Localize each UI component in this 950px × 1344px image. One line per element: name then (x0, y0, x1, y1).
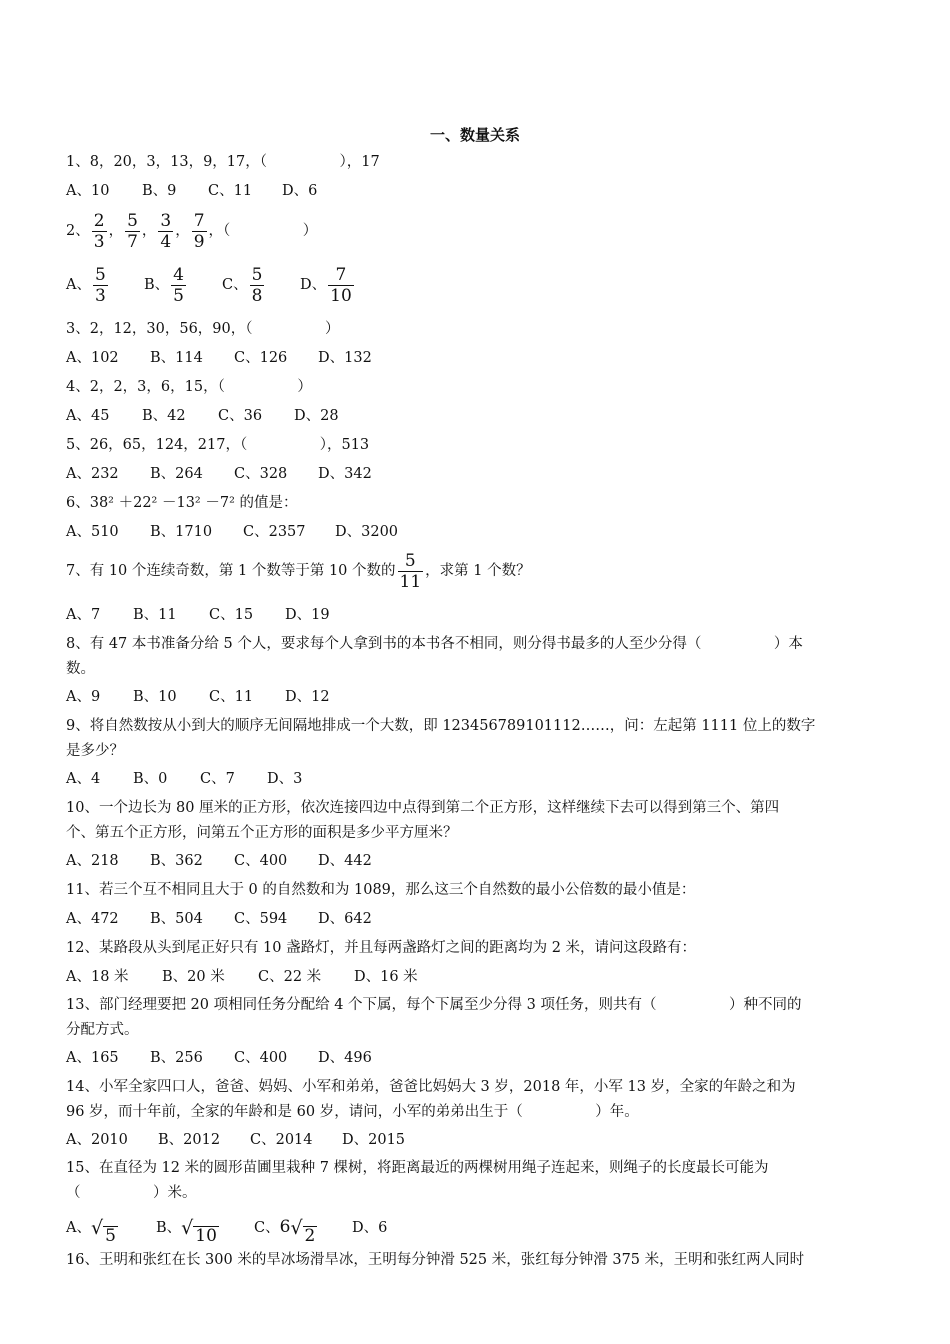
option-c: C、7 (200, 771, 235, 787)
option-b: B、114 (150, 350, 203, 366)
option-b: B、504 (150, 911, 203, 927)
square-root: √ 5 (90, 1217, 116, 1246)
fraction: $\frac{7}{9}$ (193, 210, 205, 252)
option-c: C、22 米 (258, 969, 322, 985)
option-d: D、28 (294, 408, 339, 424)
option-a: A、232 (66, 466, 119, 482)
question-6-options (66, 519, 886, 545)
question-4-options (66, 403, 886, 429)
question-12-stem: 12、某路段从头到尾正好只有 10 盏路灯，并且每两盏路灯之间的距离均为 2 米，请问这段路有： (66, 940, 697, 956)
option-d: D、19 (285, 607, 330, 623)
question-10-options (66, 848, 886, 874)
option-a: A、218 (66, 853, 119, 869)
option-c: C、2014 (250, 1132, 313, 1148)
option-d: D、3200 (335, 524, 399, 540)
option-c: C、11 (208, 183, 253, 199)
option-c: C、126 (234, 350, 288, 366)
option-c: C、6 √ 2 (254, 1210, 352, 1245)
option-b: B、0 (133, 771, 168, 787)
option-d: D、642 (318, 911, 372, 927)
question-8-line-2: 数。 (66, 661, 95, 677)
option-a: A、102 (66, 350, 119, 366)
option-d: D、2015 (342, 1132, 406, 1148)
option-c: C、400 (234, 1050, 288, 1066)
question-14-line-1: 14、小军全家四口人，爸爸、妈妈、小军和弟弟，爸爸比妈妈大 3 岁，2018 年，小军 13 岁，全家的年龄之和为 (66, 1079, 796, 1095)
option-d: D、496 (318, 1050, 372, 1066)
question-3-options (66, 345, 886, 371)
question-9-options (66, 766, 886, 792)
question-13-line-1: 13、部门经理要把 20 项相同任务分配给 4 个下属，每个下属至少分得 3 项任务，则共有（ ）种不同的 (66, 997, 802, 1013)
question-2-stem: 2、 $\frac{2}{3}$ ， $\frac{5}{7}$ ， $\frac{3}{4}$ ， $\frac{7}{9}$ ，（ ） (66, 210, 318, 252)
option-a: A、7 (66, 607, 101, 623)
option-b: B、11 (133, 607, 177, 623)
question-14-options (66, 1127, 886, 1153)
question-5-options (66, 461, 886, 487)
question-2-options (66, 262, 886, 308)
question-10-line-1: 10、一个边长为 80 厘米的正方形，依次连接四边中点得到第二个正方形，这样继续下去可以得到第三个、第四 (66, 800, 780, 816)
option-d: D、3 (267, 771, 303, 787)
question-7-options (66, 602, 886, 628)
option-d: D、12 (285, 689, 330, 705)
question-15-options (66, 1210, 886, 1245)
question-9-line-2: 是多少？ (66, 743, 124, 759)
option-b: B、 $\frac{4}{5}$ (144, 264, 184, 306)
square-root: √ 2 (290, 1217, 316, 1246)
option-b: B、264 (150, 466, 203, 482)
fraction: $\frac{2}{3}$ (93, 210, 105, 252)
question-2-blank: ，（ ） (208, 223, 318, 239)
question-1-stem: 1、8，20，3，13，9，17，（ ），17 (66, 154, 380, 170)
question-9-line-1: 9、将自然数按从小到大的顺序无间隔地排成一个大数，即 123456789101112……，问：左起第 1111 位上的数字 (66, 718, 816, 734)
square-root: √ 10 (181, 1217, 217, 1246)
option-a: A、18 米 (66, 969, 129, 985)
option-c: C、 $\frac{5}{8}$ (222, 264, 263, 306)
question-13-options (66, 1045, 886, 1071)
option-d: D、342 (318, 466, 372, 482)
option-a: A、2010 (66, 1132, 128, 1148)
question-12-options (66, 964, 886, 990)
section-title: 一、数量关系 (429, 126, 520, 144)
question-11-stem: 11、若三个互不相同且大于 0 的自然数和为 1089，那么这三个自然数的最小公倍数的最小值是： (66, 882, 696, 898)
option-b: B、 √ 10 (156, 1211, 254, 1245)
option-b: B、20 米 (162, 969, 225, 985)
option-d: D、6 (352, 1220, 388, 1236)
question-1-options (66, 178, 886, 204)
option-b: B、1710 (150, 524, 213, 540)
question-2-number: 2、 (66, 223, 90, 239)
fraction: $\frac{3}{4}$ (160, 210, 172, 252)
fraction: $\frac{5}{11}$ (399, 550, 422, 592)
question-16-line-1: 16、王明和张红在长 300 米的旱冰场滑旱冰，王明每分钟滑 525 米，张红每分钟滑 375 米，王明和张红两人同时 (66, 1252, 805, 1268)
question-4-stem: 4、2，2，3，6，15，（ ） (66, 379, 312, 395)
option-c: C、400 (234, 853, 288, 869)
option-d: D、 $\frac{7}{10}$ (300, 264, 352, 306)
option-b: B、256 (150, 1050, 203, 1066)
question-15-line-1: 15、在直径为 12 米的圆形苗圃里栽种 7 棵树，将距离最近的两棵树用绳子连起来，则绳子的长度最长可能为 (66, 1160, 769, 1176)
question-7-stem: 7、有 10 个连续奇数，第 1 个数等于第 10 个数的 $\frac{5}{11}$ ，求第 1 个数？ (66, 550, 531, 592)
question-8-line-1: 8、有 47 本书准备分给 5 个人，要求每个人拿到书的本书各不相同，则分得书最多的人至少分得（ ）本 (66, 636, 803, 652)
option-d: D、132 (318, 350, 372, 366)
option-c: C、2357 (243, 524, 306, 540)
option-a: A、 √ 5 (66, 1211, 156, 1245)
option-d: D、442 (318, 853, 372, 869)
option-d: D、6 (282, 183, 318, 199)
option-a: A、9 (66, 689, 101, 705)
fraction: $\frac{5}{7}$ (127, 210, 138, 252)
question-6-stem: 6、38² ＋22² －13² －7² 的值是： (66, 495, 298, 511)
option-c: C、36 (218, 408, 263, 424)
option-a: A、510 (66, 524, 119, 540)
option-c: C、594 (234, 911, 288, 927)
question-5-stem: 5、26，65，124，217，（ ），513 (66, 437, 370, 453)
question-11-options (66, 906, 886, 932)
option-b: B、2012 (158, 1132, 221, 1148)
option-a: A、10 (66, 183, 110, 199)
question-8-options (66, 684, 886, 710)
option-d: D、16 米 (354, 969, 418, 985)
question-10-line-2: 个、第五个正方形，问第五个正方形的面积是多少平方厘米？ (66, 825, 458, 841)
question-13-line-2: 分配方式。 (66, 1022, 139, 1038)
option-c: C、15 (209, 607, 254, 623)
question-15-line-2: （ ）米。 (66, 1185, 197, 1201)
question-14-line-2: 96 岁，而十年前，全家的年龄和是 60 岁，请问，小军的弟弟出生于（ ）年。 (66, 1104, 639, 1120)
option-b: B、10 (133, 689, 177, 705)
option-c: C、11 (209, 689, 254, 705)
question-3-stem: 3、2，12，30，56，90，（ ） (66, 321, 340, 337)
option-b: B、9 (142, 183, 177, 199)
option-c: C、328 (234, 466, 288, 482)
option-b: B、42 (142, 408, 186, 424)
option-a: A、 $\frac{5}{3}$ (66, 264, 106, 306)
option-a: A、45 (66, 408, 110, 424)
option-a: A、4 (66, 771, 101, 787)
option-a: A、165 (66, 1050, 119, 1066)
option-b: B、362 (150, 853, 203, 869)
option-a: A、472 (66, 911, 119, 927)
